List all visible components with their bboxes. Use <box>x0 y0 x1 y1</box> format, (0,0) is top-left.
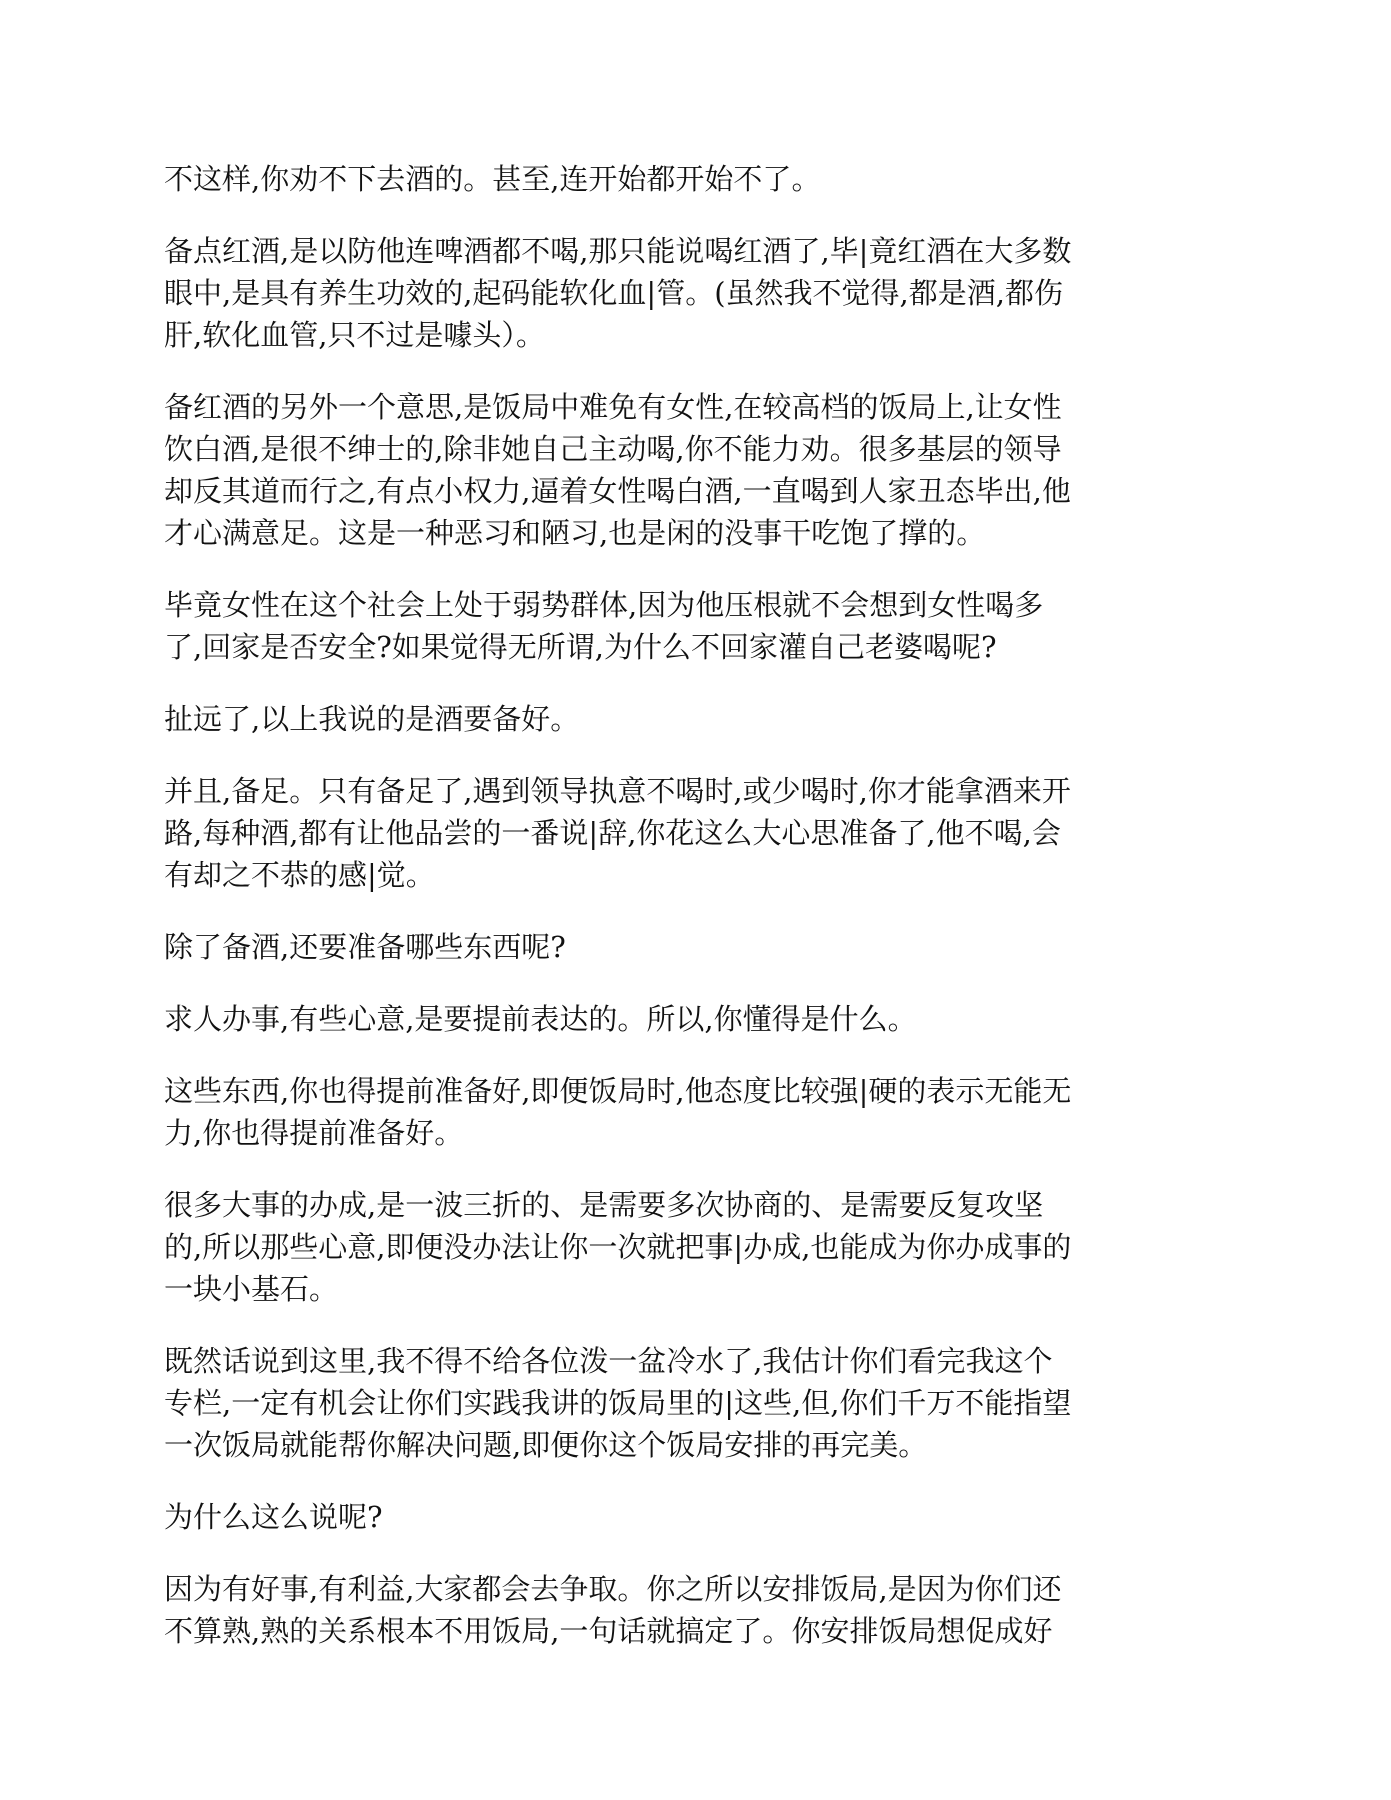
paragraph-4: 毕竟女性在这个社会上处于弱势群体,因为他压根就不会想到女性喝多 了,回家是否安全?如果觉得无所谓,为什么不回家灌自己老婆喝呢? <box>164 588 1044 664</box>
paragraph-9: 这些东西,你也得提前准备好,即便饭局时,他态度比较强|硬的表示无能无 力,你也得提前准备好。 <box>164 1074 1072 1150</box>
paragraph-7: 除了备酒,还要准备哪些东西呢? <box>164 930 566 964</box>
paragraph-2: 备点红酒,是以防他连啤酒都不喝,那只能说喝红酒了,毕|竟红酒在大多数 眼中,是具有养生功效的,起码能软化血|管。(虽然我不觉得,都是酒,都伤 肝,软化血管,只不过是噱头）。 <box>164 234 1072 352</box>
paragraph-11: 既然话说到这里,我不得不给各位泼一盆冷水了,我估计你们看完我这个 专栏,一定有机会让你们实践我讲的饭局里的|这些,但,你们千万不能指望 一次饭局就能帮你解决问题,即便你这个饭局安排的再完美。 <box>164 1344 1072 1462</box>
paragraph-3: 备红酒的另外一个意思,是饭局中难免有女性,在较高档的饭局上,让女性 饮白酒,是很不绅士的,除非她自己主动喝,你不能力劝。很多基层的领导 却反其道而行之,有点小权力,逼着女性喝白酒,一直喝到人家丑态毕出,他 才心满意足。这是一种恶习和陋习,也是闲的没事干吃饱了撑的。 <box>164 390 1071 550</box>
paragraph-12: 为什么这么说呢? <box>164 1500 383 1534</box>
paragraph-6: 并且,备足。只有备足了,遇到领导执意不喝时,或少喝时,你才能拿酒来开 路,每种酒,都有让他品尝的一番说|辞,你花这么大心思准备了,他不喝,会 有却之不恭的感|觉。 <box>164 774 1071 892</box>
paragraph-13: 因为有好事,有利益,大家都会去争取。你之所以安排饭局,是因为你们还 不算熟,熟的关系根本不用饭局,一句话就搞定了。你安排饭局想促成好 <box>164 1572 1062 1648</box>
paragraph-10: 很多大事的办成,是一波三折的、是需要多次协商的、是需要反复攻坚 的,所以那些心意,即便没办法让你一次就把事|办成,也能成为你办成事的 一块小基石。 <box>164 1188 1072 1306</box>
paragraph-5: 扯远了,以上我说的是酒要备好。 <box>164 702 580 736</box>
paragraph-1: 不这样,你劝不下去酒的。甚至,连开始都开始不了。 <box>164 162 821 196</box>
document-body <box>164 158 1224 1652</box>
paragraph-8: 求人办事,有些心意,是要提前表达的。所以,你懂得是什么。 <box>164 1002 917 1036</box>
